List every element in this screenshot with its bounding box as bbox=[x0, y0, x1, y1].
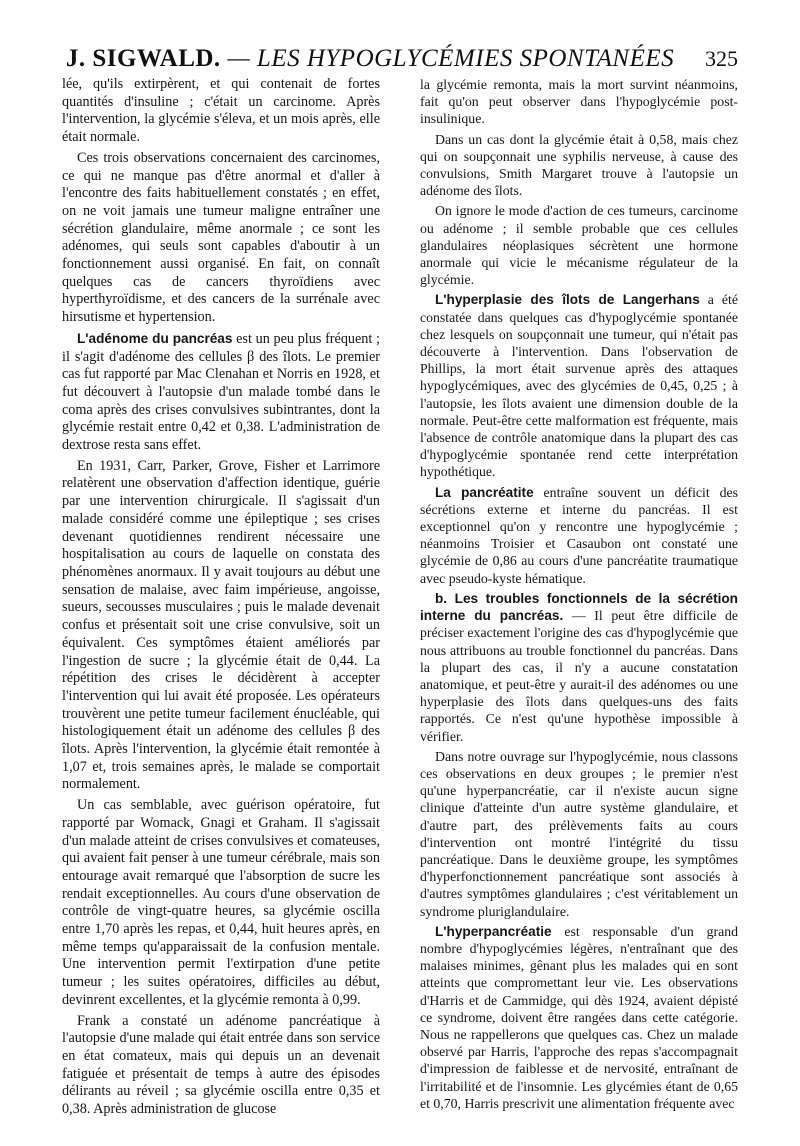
header-title: — LES HYPOGLYCÉMIES SPONTANÉES bbox=[227, 45, 675, 72]
right-column bbox=[420, 76, 738, 1112]
left-column bbox=[62, 76, 380, 1119]
paragraph-text: est un peu plus fréquent ; il s'agit d'adénome des cellules β des îlots. Le premier cas fut rapporté par Mac Clenahan et Norris en 1928, et fut découvert à l'autopsie d'un malade tombé dans le coma après des crises convulsives subintrantes, dont la glycémie restait entre 0,42 et 0,38. L'administration de dextrose resta sans effet. bbox=[62, 330, 381, 454]
paragraph-text: entraîne souvent un déficit des sécrétions externe et interne du pancréas. Il est exceptionnel qu'on y rencontre une hypoglycémie ; néanmoins Troisier et Casaubon ont constaté une glycémie de 0,86 au cours d'une pancréatite traumatique avec pseudo-kyste hématique. bbox=[420, 484, 738, 586]
paragraph: Dans notre ouvrage sur l'hypoglycémie, nous classons ces observations en deux groupes ; le premier n'est qu'une hyperpancréatie, car il n'existe aucun signe clinique d'atteinte d'un autre système glandulaire, et d'autre part, des prélèvements faits au cours d'intervention ont montré l'intégrité du tissu pancréatique. Dans le deuxième groupe, les symptômes d'hyperfonctionnement pancréatique sont associés à d'autres symptômes glandulaires ; c'est véritablement un syndrome pluriglandulaire. bbox=[420, 748, 738, 919]
paragraph: la glycémie remonta, mais la mort survint néanmoins, fait qu'on peut observer dans l'hypoglycémie post-insulinique. bbox=[420, 77, 738, 127]
paragraph bbox=[420, 484, 738, 587]
paragraph: Dans un cas dont la glycémie était à 0,58, mais chez qui on soupçonnait une syphilis nerveuse, à cause des convulsions, Smith Margaret trouve à l'autopsie un adénome des îlots. bbox=[420, 131, 738, 199]
paragraph: Un cas semblable, avec guérison opératoire, fut rapporté par Womack, Gnagi et Graham. Il s'agissait d'un malade atteint de crises convulsives et comateuses, qui avaient fait penser à une tumeur cérébrale, mais son entourage avait remarqué que l'absorption de sucre les rendait exceptionnelles. Au cours d'une observation de contrôle de vingt-quatre heures, sa glycémie oscilla entre 1,70 après les repas, et 0,44, huit heures après, en même temps qu'apparaissait de la confusion mentale. Une intervention permit l'extirpation d'une petite tumeur ; les suites opératoires, difficiles au début, devinrent excellentes, et la glycémie remonta à 0,99. bbox=[62, 797, 380, 1008]
paragraph-text: est responsable d'un grand nombre d'hypoglycémies légères, n'entraînant que des malaises minimes, gênant plus les malades qui en sont atteints que compromettant leur vie. Les observations d'Harris et de Cammidge, qui dès 1924, avaient dépisté ce syndrome, doivent être rangées dans cette catégorie. Nous ne rappellerons que quelques cas. Chez un malade observé par Harris, l'approche des repas s'accompagnait d'impression de faiblesse et de nervosité, entraînant de l'irritabilité et de l'insomnie. Les glycémies étant de 0,65 et 0,70, Harris prescrivit une alimentation fréquente avec bbox=[420, 923, 738, 1111]
running-title bbox=[62, 44, 678, 74]
paragraph: Frank a constaté un adénome pancréatique à l'autopsie d'une malade qui était entrée dans son service en état comateux, mais qui depuis un an devenait fatiguée et présentait de temps à autre des épisodes délirants au réveil ; sa glycémie oscilla entre 0,35 et 0,38. Après administration de glucose bbox=[62, 1012, 380, 1118]
page-number: 325 bbox=[705, 46, 738, 71]
paragraph-text: — Il peut être difficile de préciser exactement l'origine des cas d'hypoglycémie que nous attribuons au trouble fonctionnel du pancréas. Dans la plupart des cas, il n'y a aucune constatation anatomique, et peut-être y aurait-il des adénomes ou une hyperplasie des îlots dans quelques-uns des faits rapportés. Ce n'est qu'une hypothèse impossible à vérifier. bbox=[420, 608, 738, 744]
paragraph: lée, qu'ils extirpèrent, et qui contenait de fortes quantités d'insuline ; c'était un carcinome. Après l'intervention, la glycémie s'éleva, et un mois après, elle était normale. bbox=[62, 76, 380, 146]
paragraph bbox=[420, 923, 738, 1112]
section-heading: L'adénome du pancréas bbox=[77, 330, 233, 346]
paragraph: En 1931, Carr, Parker, Grove, Fisher et Larrimore relatèrent une observation d'affection identique, guérie par une intervention chirurgicale. Il s'agissait d'un malade considéré comme une épileptique ; ses crises devenant quotidiennes rendirent nécessaire une hospitalisation au cours de laquelle on constata des phénomènes anormaux. Il y avait toujours au début une sensation de malaise, avec faim impérieuse, angoisse, sueurs, secousses musculaires ; puis le malade devenait confus et présentait soit une crise convulsive, soit un équivalent. Ces symptômes étaient améliorés par l'ingestion de sucre ; la glycémie était de 0,44. La répétition des crises le décidèrent à accepter l'intervention qui lui avait été proposée. Les opérateurs trouvèrent une petite tumeur facilement énucléable, qui histologiquement était un adénome des cellules β des îlots. Après l'intervention, la glycémie était remontée à 1,07 et, trois semaines après, le malade se comportait normalement. bbox=[62, 457, 380, 793]
paragraph-text: a été constatée dans quelques cas d'hypoglycémie spontanée chez lesquels on soupçonnait une tumeur, qui n'était pas découverte à l'intervention. Dans l'observation de Phillips, la mort était survenue après des attaques hypoglycémiques, avec des glycémies de 0,45, 0,25 ; à l'autopsie, les îlots avaient une dimension double de la normale. Peut-être cette malformation est fréquente, mais l'absence de contrôle anatomique dans la plupart des cas d'hypoglycémie spontanée rend cette interprétation hypothétique. bbox=[420, 292, 739, 480]
paragraph: Ces trois observations concernaient des carcinomes, ce qui ne manque pas d'être anormal et d'aller à l'encontre des faits habituellement constatés ; en effet, on ne voit jamais une tumeur maligne entraîner une sécrétion glandulaire, même anormale ; ce sont les adénomes, qui seuls sont capables d'aboutir à un fonctionnement aussi organisé. En fait, on connaît quelques cas de cancers thyroïdiens avec hyperthyroïdisme, et des cancers de la surrénale avec hirsutisme et hypertension. bbox=[62, 149, 380, 326]
section-heading: L'hyperpancréatie bbox=[435, 923, 552, 939]
paragraph bbox=[420, 291, 738, 480]
section-heading: La pancréatite bbox=[435, 484, 534, 500]
section-heading: b. Les troubles fonctionnels de la sécrétion interne du pancréas. bbox=[420, 590, 738, 624]
running-header bbox=[62, 44, 738, 74]
header-author: J. SIGWALD. bbox=[65, 45, 221, 72]
paragraph: On ignore le mode d'action de ces tumeurs, carcinome ou adénome ; il semble probable que ces cellules glandulaires néoplasiques sécrètent une hormone anormale qui vicie le mécanisme régulateur de la glycémie. bbox=[420, 203, 738, 288]
paragraph bbox=[62, 330, 380, 455]
paragraph bbox=[420, 590, 738, 745]
section-heading: L'hyperplasie des îlots de Langerhans bbox=[435, 292, 700, 308]
